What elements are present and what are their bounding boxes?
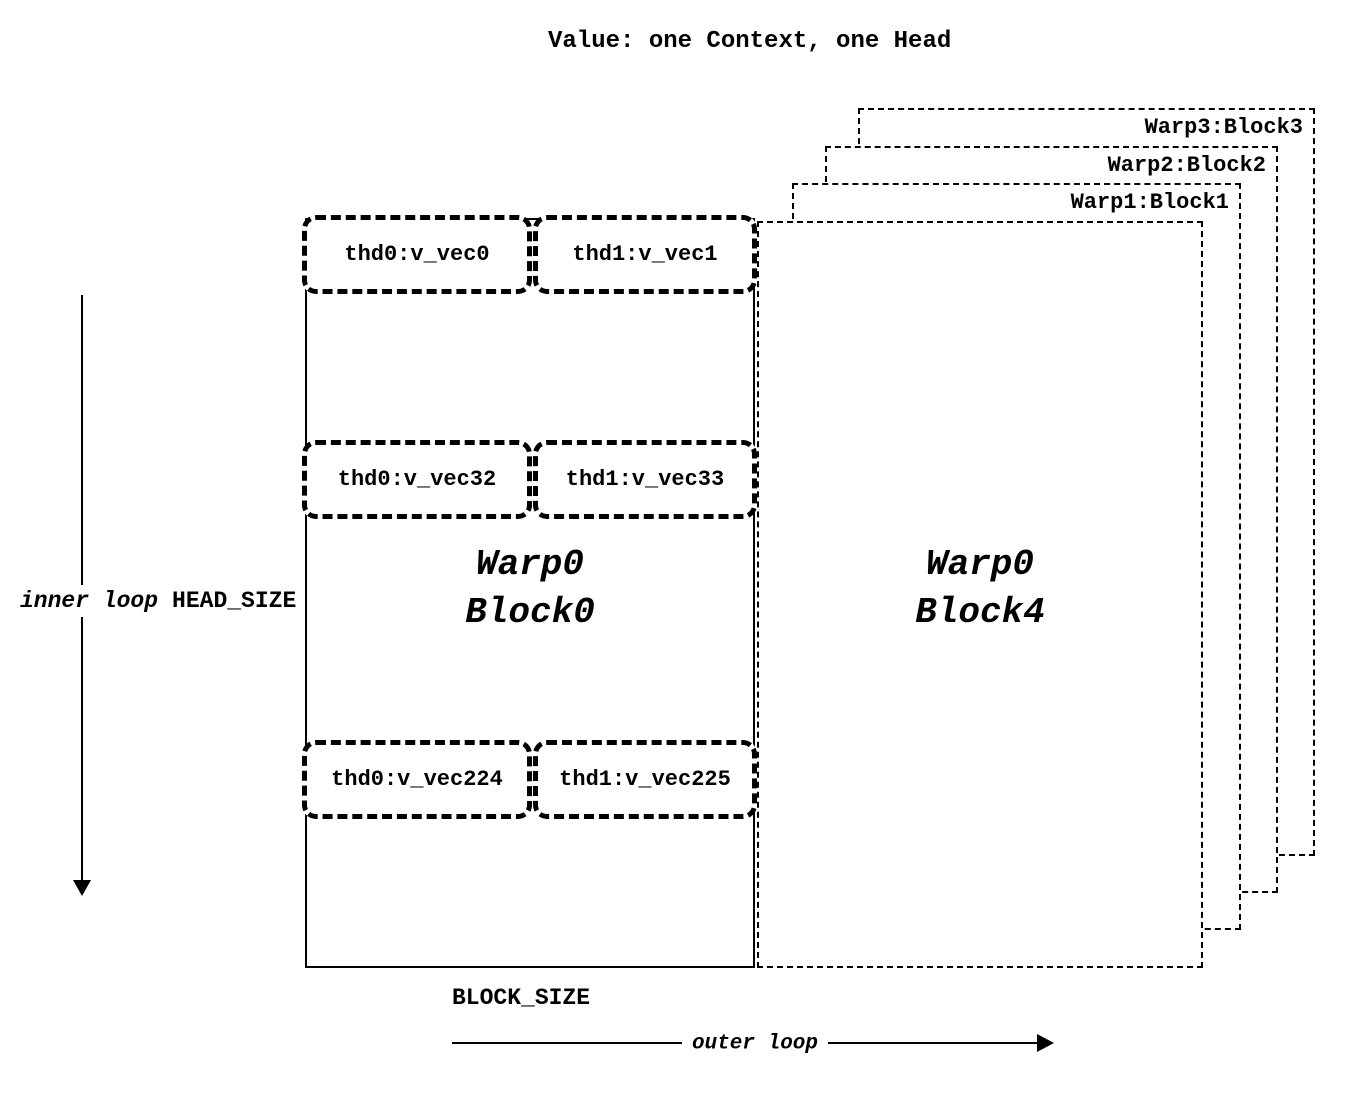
right-arrowhead-icon: [1037, 1034, 1054, 1052]
thd-cell-row2-col2: thd1:v_vec33: [533, 440, 757, 519]
warp1-block1-label: Warp1:Block1: [1070, 190, 1229, 215]
warp2-block2-label: Warp2:Block2: [1107, 153, 1266, 178]
warp0-block0-block-line: Block0: [465, 592, 595, 633]
head-size-label: HEAD_SIZE: [172, 588, 297, 614]
thd-cell-row1-col2: thd1:v_vec1: [533, 215, 757, 294]
inner-loop-label: inner loop: [20, 588, 159, 614]
warp0-block4-block-line: Block4: [915, 592, 1045, 633]
warp0-block0-title: [307, 541, 753, 637]
thd-cell-row2-col1: thd0:v_vec32: [302, 440, 532, 519]
warp0-block4-title: [759, 541, 1201, 637]
outer-loop-label: outer loop: [682, 1032, 828, 1057]
warp0-block4-warp-line: Warp0: [925, 544, 1035, 585]
warp0-block0-box: [305, 218, 755, 968]
diagram-title: Value: one Context, one Head: [548, 28, 952, 55]
block-size-label: BLOCK_SIZE: [452, 985, 591, 1011]
thd-cell-row3-col1: thd0:v_vec224: [302, 740, 532, 819]
thd-cell-row1-col1: thd0:v_vec0: [302, 215, 532, 294]
down-arrowhead-icon: [73, 880, 91, 896]
warp3-block3-label: Warp3:Block3: [1144, 115, 1303, 140]
inner-loop-head-size-label: [20, 585, 296, 617]
warp0-block4-sheet: [757, 221, 1203, 968]
thd-cell-row3-col2: thd1:v_vec225: [533, 740, 757, 819]
warp0-block0-warp-line: Warp0: [475, 544, 585, 585]
